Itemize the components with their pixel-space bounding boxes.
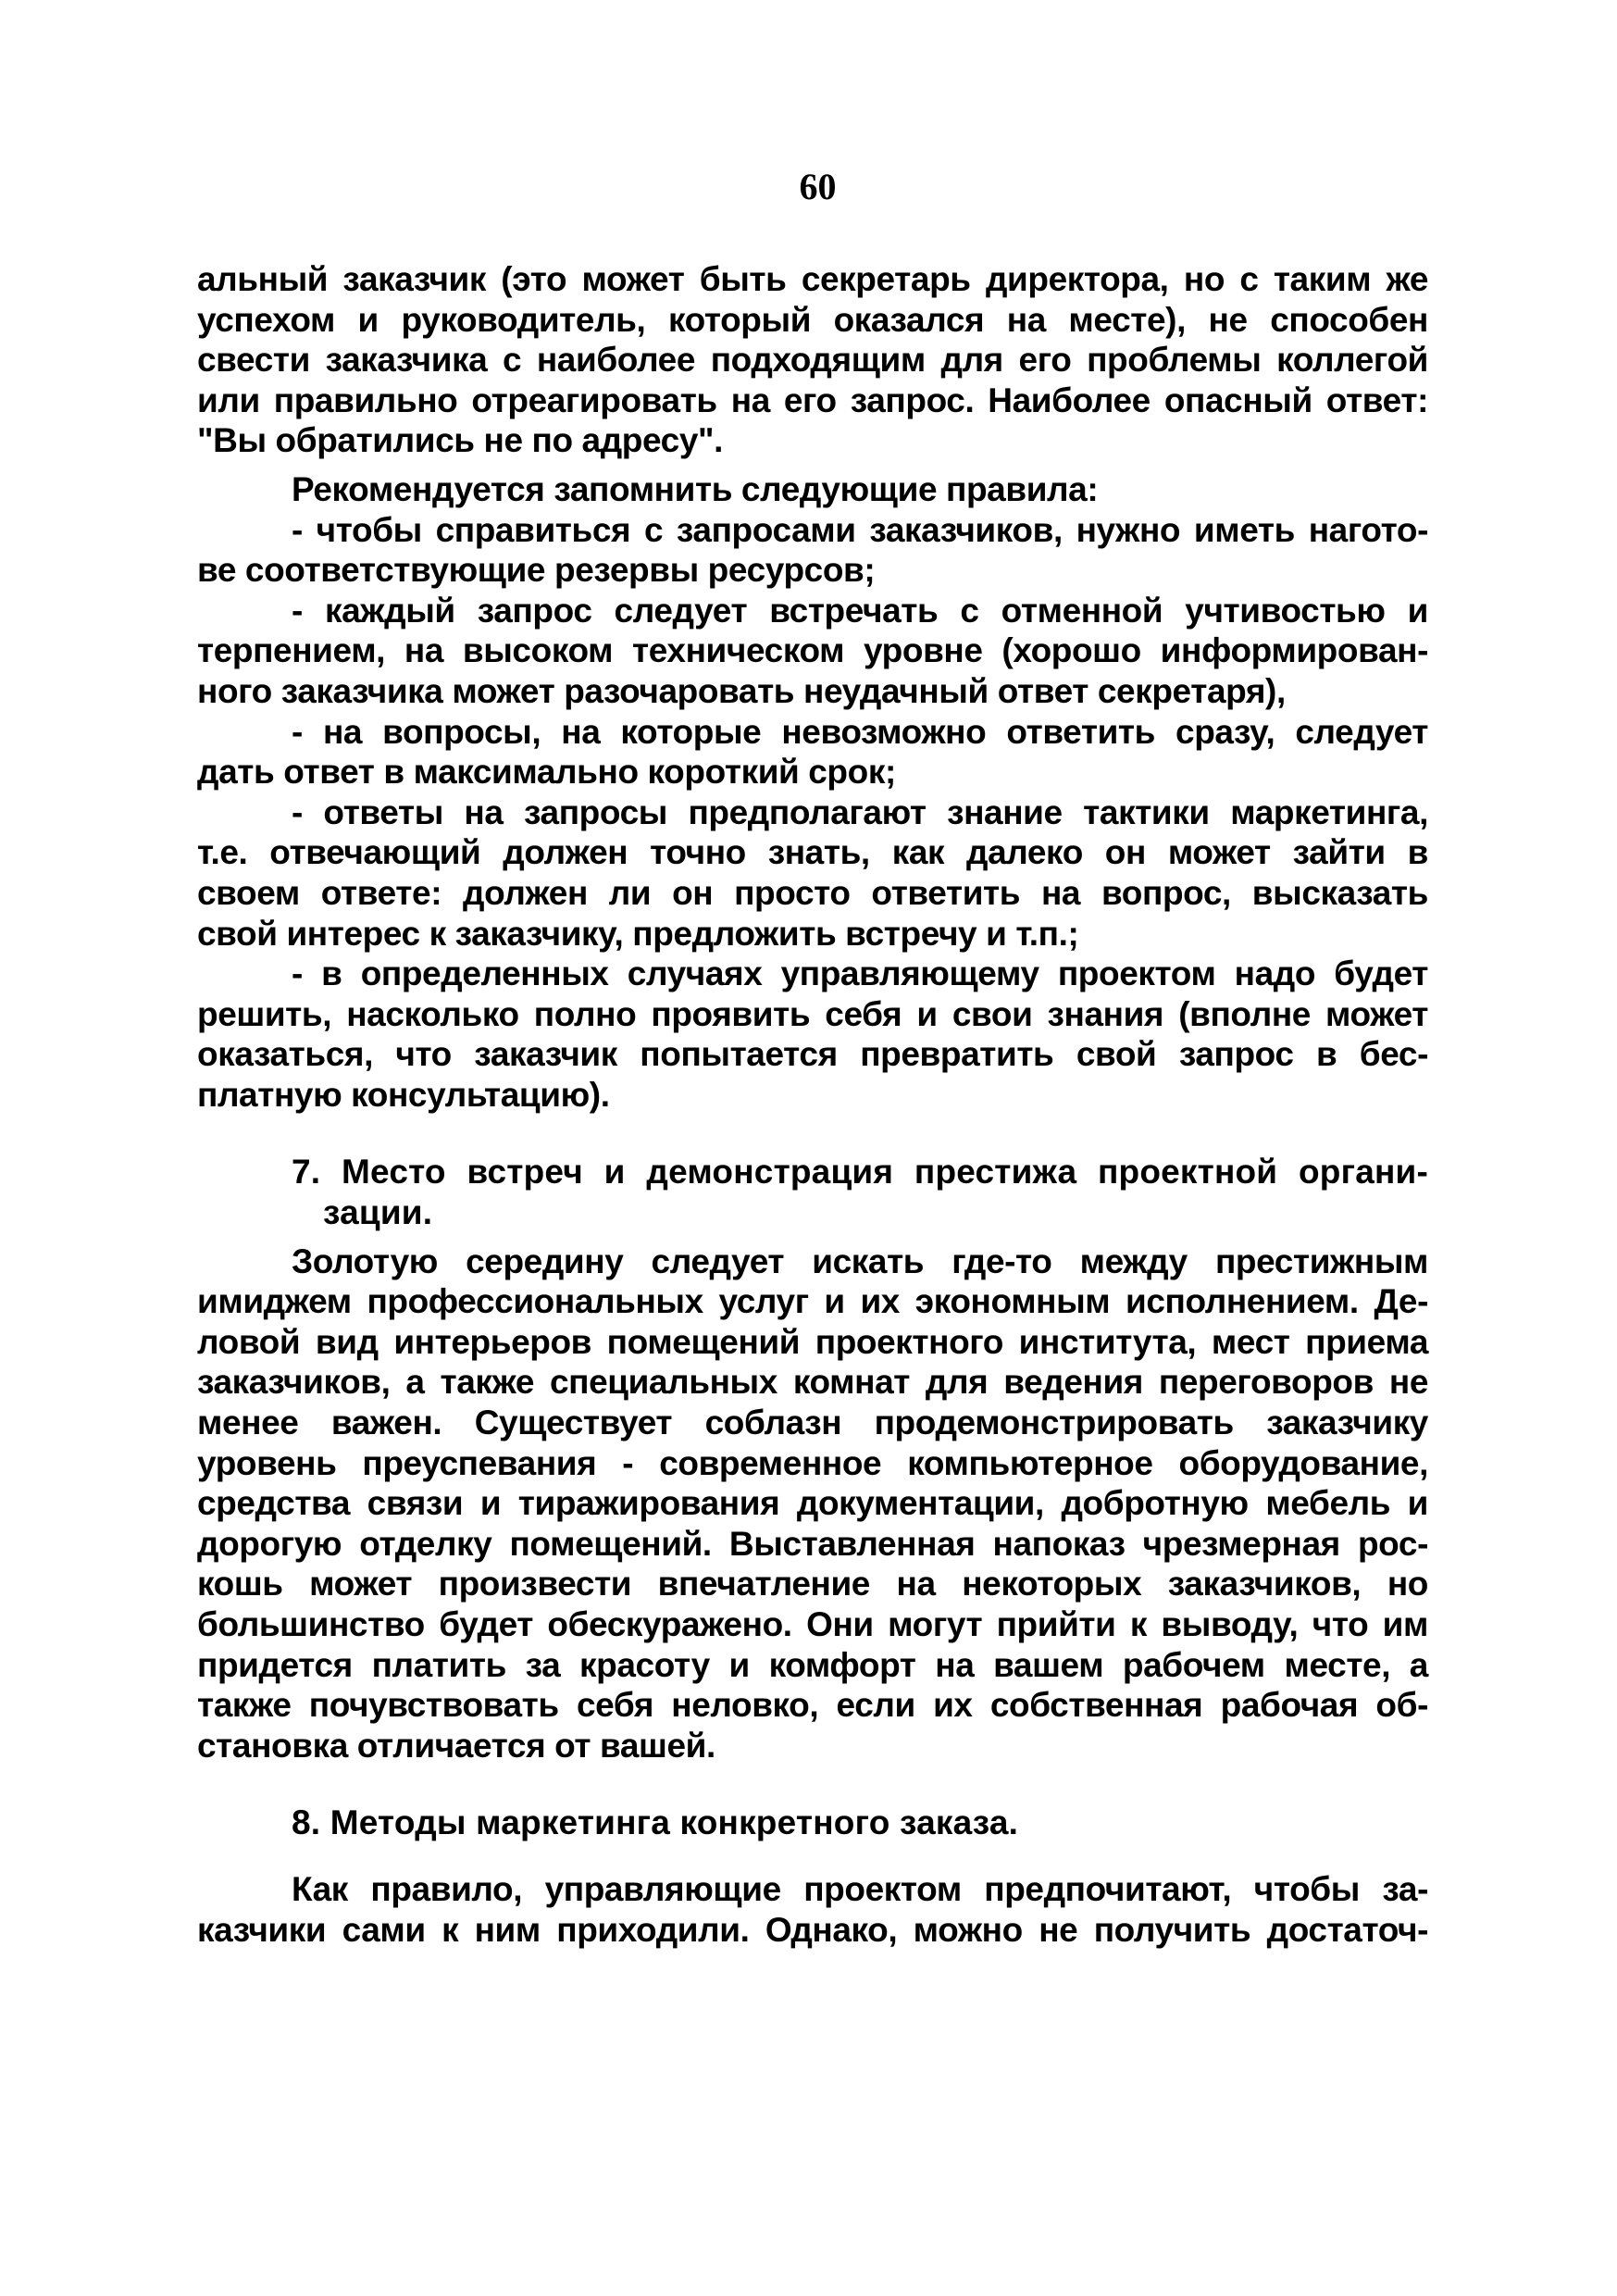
- page-body: [197, 259, 1428, 1950]
- list-item-line: - в определенных случаях управляющему проектом надо будет: [292, 955, 1428, 993]
- page-number: 60: [799, 166, 837, 207]
- text-line: свести заказчика с наиболее подходящим для его проблемы коллегой: [197, 341, 1428, 380]
- section-7-paragraph: [197, 1242, 1428, 1766]
- heading-line: 7. Место встреч и демонстрация престижа проектной органи-: [292, 1153, 1428, 1192]
- text-line: придется платить за красоту и комфорт на вашем рабочем месте, а: [197, 1645, 1428, 1684]
- text-line: альный заказчик (это может быть секретарь директора, но с таким же: [197, 260, 1428, 298]
- text-line: кошь может произвести впечатление на некоторых заказчиков, но: [197, 1565, 1428, 1603]
- text-line: дать ответ в максимально короткий срок;: [197, 753, 896, 792]
- text-line: уровень преуспевания - современное компьютерное оборудование,: [197, 1443, 1428, 1482]
- heading-line: 8. Методы маркетинга конкретного заказа.: [292, 1803, 1019, 1842]
- text-line: оказаться, что заказчик попытается превратить свой запрос в бес-: [197, 1035, 1428, 1074]
- text-line: решить, насколько полно проявить себя и свои знания (вполне может: [197, 994, 1428, 1033]
- text-line: платную консультацию).: [197, 1075, 610, 1114]
- text-line: Золотую середину следует искать где-то между престижным: [292, 1242, 1428, 1280]
- rules-paragraph: [197, 469, 1428, 1116]
- text-line: успехом и руководитель, который оказался на месте), не способен: [197, 300, 1428, 339]
- heading-line: зации.: [323, 1193, 433, 1232]
- text-line: также почувствовать себя неловко, если их собственная рабочая об-: [197, 1686, 1428, 1725]
- text-line: Как правило, управляющие проектом предпочитают, чтобы за-: [292, 1869, 1428, 1908]
- text-line: "Вы обратились не по адресу".: [197, 421, 724, 460]
- list-item-line: - ответы на запросы предполагают знание тактики маркетинга,: [292, 792, 1428, 831]
- text-line: ве соответствующие резервы ресурсов;: [197, 551, 876, 590]
- paragraph-continuation: [197, 259, 1428, 461]
- text-line: т.е. отвечающий должен точно знать, как далеко он может зайти в: [197, 833, 1428, 872]
- text-line: большинство будет обескуражено. Они могут прийти к выводу, что им: [197, 1605, 1428, 1643]
- text-line: заказчиков, а также специальных комнат для ведения переговоров не: [197, 1363, 1428, 1402]
- text-line: менее важен. Существует соблазн продемонстрировать заказчику: [197, 1404, 1428, 1442]
- text-line: терпением, на высоком техническом уровне (хорошо информирован-: [197, 631, 1428, 670]
- list-item-line: - каждый запрос следует встречать с отменной учтивостью и: [292, 591, 1428, 630]
- text-line: своем ответе: должен ли он просто ответить на вопрос, высказать: [197, 873, 1428, 912]
- spacer: [197, 1115, 1428, 1152]
- text-line: средства связи и тиражирования документации, добротную мебель и: [197, 1484, 1428, 1523]
- spacer: [197, 461, 1428, 469]
- text-line: дорогую отделку помещений. Выставленная напоказ чрезмерная рос-: [197, 1524, 1428, 1563]
- text-line: или правильно отреагировать на его запрос. Наиболее опасный ответ:: [197, 381, 1428, 419]
- text-line: имиджем профессиональных услуг и их экономным исполнением. Де-: [197, 1282, 1428, 1321]
- section-8-heading: [197, 1803, 1428, 1843]
- text-line: ловой вид интерьеров помещений проектного института, мест приема: [197, 1322, 1428, 1361]
- text-line: Рекомендуется запомнить следующие правила:: [292, 469, 1099, 508]
- spacer: [197, 1766, 1428, 1803]
- text-line: становка отличается от вашей.: [197, 1726, 715, 1765]
- list-item-line: - на вопросы, на которые невозможно ответить сразу, следует: [292, 712, 1428, 751]
- list-item-line: - чтобы справиться с запросами заказчиков, нужно иметь нагото-: [292, 510, 1428, 549]
- section-7-heading: [197, 1152, 1428, 1232]
- section-8-paragraph: [197, 1869, 1428, 1950]
- spacer: [197, 1843, 1428, 1869]
- text-line: ного заказчика может разочаровать неудачный ответ секретаря),: [197, 671, 1286, 710]
- spacer: [197, 1233, 1428, 1242]
- text-line: казчики сами к ним приходили. Однако, можно не получить достаточ-: [197, 1910, 1428, 1949]
- text-line: свой интерес к заказчику, предложить встречу и т.п.;: [197, 914, 1079, 953]
